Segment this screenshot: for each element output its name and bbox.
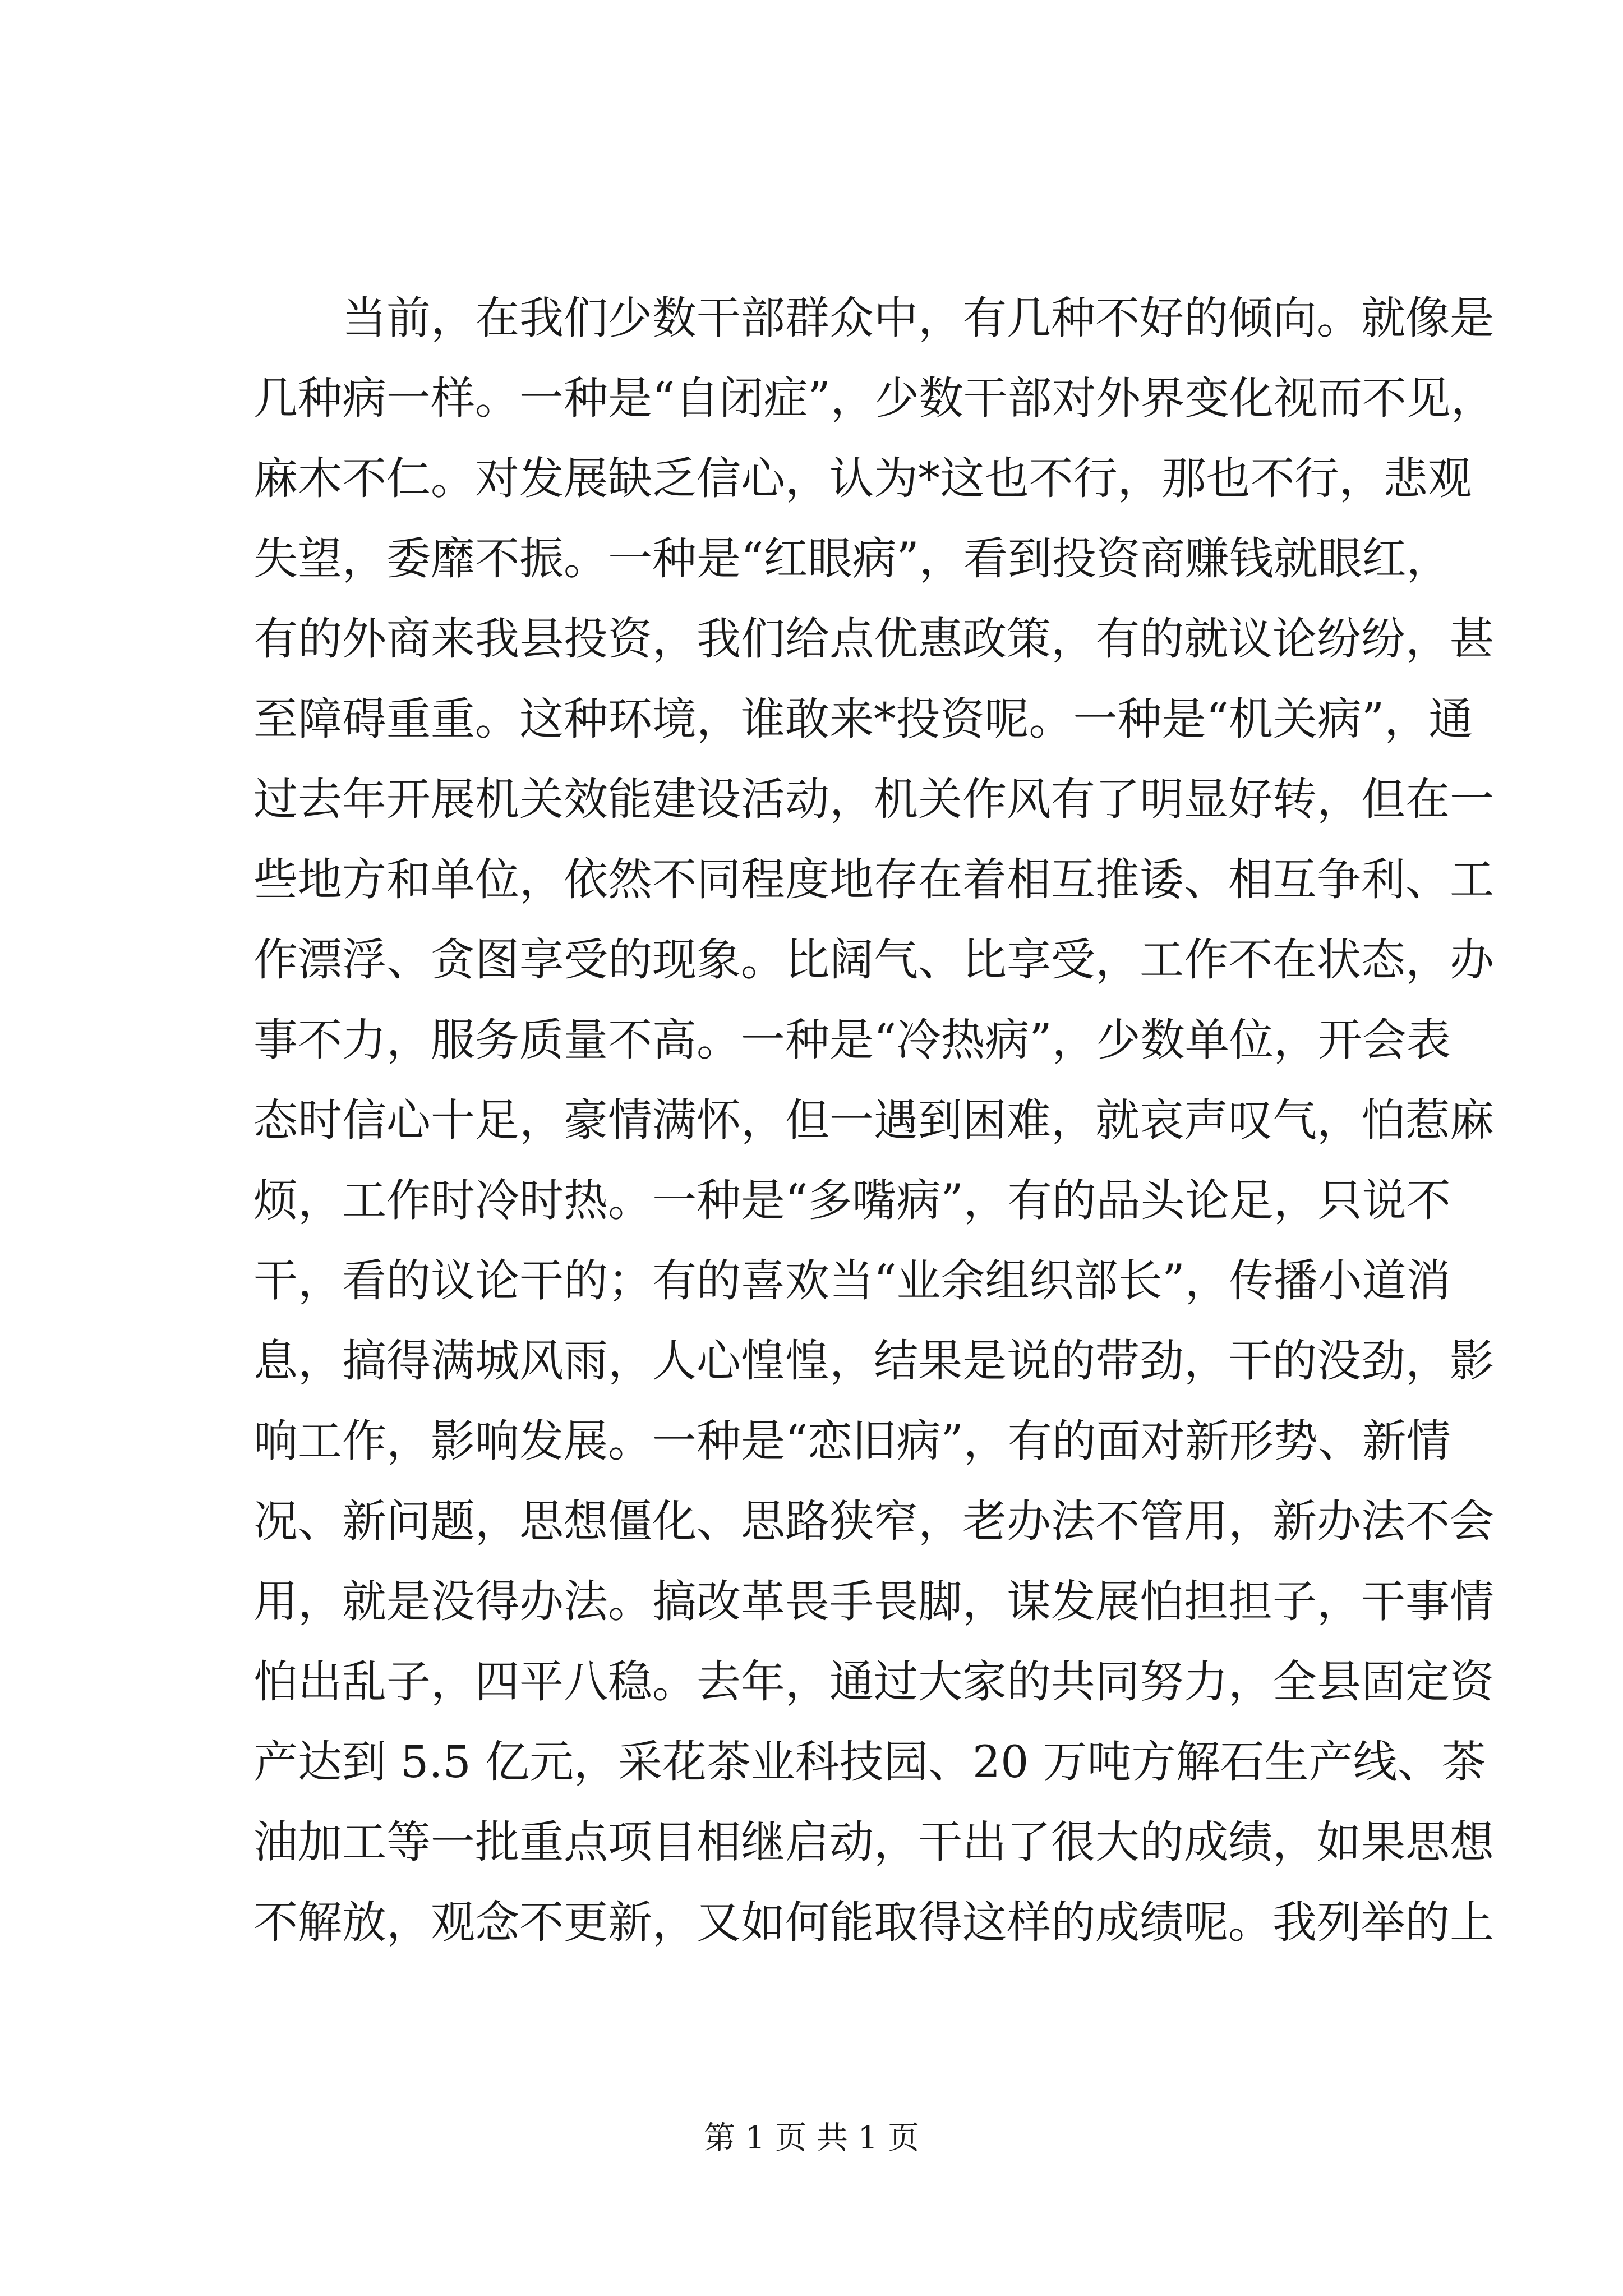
text-line: 烦，工作时冷时热。一种是“多嘴病”，有的品头论足，只说不 xyxy=(253,1175,1451,1226)
text-line: 至障碍重重。这种环境，谁敢来*投资呢。一种是“机关病”，通 xyxy=(253,693,1473,745)
text-line: 态时信心十足，豪情满怀，但一遇到困难，就哀声叹气，怕惹麻 xyxy=(253,1094,1494,1146)
text-line: 干，看的议论干的；有的喜欢当“业余组织部长”，传播小道消 xyxy=(253,1255,1451,1306)
text-line: 几种病一样。一种是“自闭症”，少数干部对外界变化视而不见， xyxy=(253,372,1495,424)
text-line: 响工作，影响发展。一种是“恋旧病”，有的面对新形势、新情 xyxy=(253,1415,1451,1467)
text-line: 有的外商来我县投资，我们给点优惠政策，有的就议论纷纷，甚 xyxy=(253,613,1494,665)
text-line: 息，搞得满城风雨，人心惶惶，结果是说的带劲，干的没劲，影 xyxy=(253,1335,1494,1387)
text-line: 失望，委靡不振。一种是“红眼病”，看到投资商赚钱就眼红， xyxy=(253,533,1451,585)
text-line: 过去年开展机关效能建设活动，机关作风有了明显好转，但在一 xyxy=(253,774,1494,825)
text-line: 事不力，服务质量不高。一种是“冷热病”，少数单位，开会表 xyxy=(253,1014,1451,1066)
text-line: 用，就是没得办法。搞改革畏手畏脚，谋发展怕担担子，干事情 xyxy=(253,1576,1494,1627)
text-line: 麻木不仁。对发展缺乏信心，认为*这也不行，那也不行，悲观 xyxy=(253,453,1472,504)
text-line: 产达到 5.5 亿元，采花茶业科技园、20 万吨方解石生产线、茶 xyxy=(253,1736,1486,1788)
page-number-footer: 第 1 页 共 1 页 xyxy=(703,2120,920,2156)
text-line: 怕出乱子，四平八稳。去年，通过大家的共同努力，全县固定资 xyxy=(253,1656,1494,1708)
text-line: 些地方和单位，依然不同程度地存在着相互推诿、相互争利、工 xyxy=(253,854,1494,905)
text-line: 当前，在我们少数干部群众中，有几种不好的倾向。就像是 xyxy=(342,292,1494,344)
text-line: 油加工等一批重点项目相继启动，干出了很大的成绩，如果思想 xyxy=(253,1816,1494,1868)
text-line: 况、新问题，思想僵化、思路狭窄，老办法不管用，新办法不会 xyxy=(253,1496,1494,1547)
text-line: 作漂浮、贪图享受的现象。比阔气、比享受，工作不在状态，办 xyxy=(253,934,1494,986)
text-line: 不解放，观念不更新，又如何能取得这样的成绩呢。我列举的上 xyxy=(253,1897,1494,1948)
